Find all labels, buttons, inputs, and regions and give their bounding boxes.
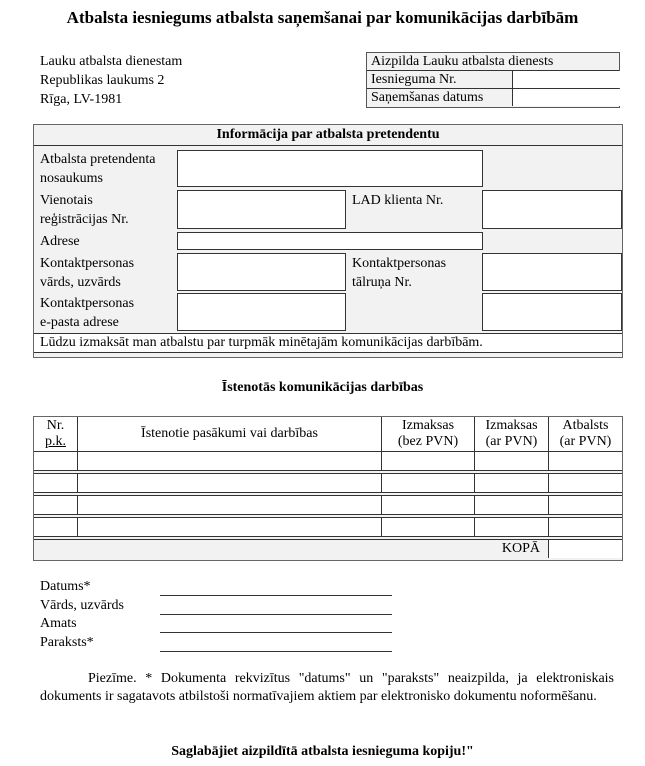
applicant-name-label-1: Atbalsta pretendenta	[40, 152, 156, 167]
contact-name-label-1: Kontaktpersonas	[40, 256, 135, 271]
cell-activity[interactable]	[78, 452, 382, 470]
col-header-cost-incl-vat-line2: (ar PVN)	[485, 434, 538, 449]
applicant-name-label-2: nosaukums	[40, 171, 103, 186]
received-date-label: Saņemšanas datums	[371, 90, 484, 105]
cell-cost-excl-vat[interactable]	[382, 474, 475, 492]
col-header-cost-incl-vat-line1: Izmaksas	[485, 418, 538, 433]
table-header-row	[34, 417, 622, 451]
cell-activity[interactable]	[78, 496, 382, 514]
position-label: Amats	[40, 616, 77, 631]
cell-cost-excl-vat[interactable]	[382, 518, 475, 536]
signature-input-line[interactable]	[160, 651, 392, 652]
col-header-support-incl-vat	[549, 417, 622, 451]
contact-phone-field[interactable]	[482, 253, 622, 291]
cell-support[interactable]	[549, 452, 622, 470]
activities-table	[33, 416, 623, 561]
signature-label: Paraksts*	[40, 635, 94, 650]
col-header-support-line1: Atbalsts	[562, 418, 609, 433]
recipient-line-1: Lauku atbalsta dienestam	[40, 54, 183, 69]
lad-box-header	[367, 53, 619, 71]
col-header-no-line1: Nr.	[46, 418, 65, 433]
note-text: Piezīme. * Dokumenta rekvizītus "datums" un "paraksts" neaizpilda, ja elektroniskais dokuments ir sagatavots atbilstoši normatīvajiem aktiem par elektronisko dokumentu noformēšanu.	[40, 671, 614, 704]
page-title: Atbalsta iesniegums atbalsta saņemšanai par komunikācijas darbībām	[66, 8, 579, 27]
contact-email-label-2: e-pasta adrese	[40, 315, 119, 330]
reg-no-label-1: Vienotais	[40, 193, 93, 208]
table-row	[34, 474, 622, 492]
position-input-line[interactable]	[160, 632, 392, 633]
col-header-activities	[78, 417, 382, 451]
table-row	[34, 496, 622, 514]
cell-cost-incl-vat[interactable]	[475, 474, 549, 492]
table-total-row	[34, 540, 622, 558]
activities-heading: Īstenotās komunikācijas darbības	[221, 380, 424, 395]
application-no-field[interactable]	[512, 71, 620, 88]
footer-reminder: Saglabājiet aizpildītā atbalsta iesnieguma kopiju!"	[171, 744, 474, 759]
cell-activity[interactable]	[78, 474, 382, 492]
contact-phone-label-1: Kontaktpersonas	[352, 256, 447, 271]
cell-cost-incl-vat[interactable]	[475, 496, 549, 514]
date-input-line[interactable]	[160, 595, 392, 596]
cell-cost-incl-vat[interactable]	[475, 452, 549, 470]
received-date-field[interactable]	[512, 89, 620, 106]
cell-cost-excl-vat[interactable]	[382, 496, 475, 514]
col-header-cost-incl-vat	[475, 417, 549, 451]
reg-no-field[interactable]	[177, 190, 346, 229]
col-header-no-line2: p.k.	[45, 434, 66, 449]
lad-box-header-label: Aizpilda Lauku atbalsta dienests	[371, 54, 554, 69]
contact-name-field[interactable]	[177, 253, 346, 291]
cell-no[interactable]	[34, 474, 78, 492]
applicant-name-field[interactable]	[177, 150, 483, 187]
contact-name-label-2: vārds, uzvārds	[40, 275, 121, 290]
col-header-cost-excl-vat	[382, 417, 475, 451]
cell-cost-excl-vat[interactable]	[382, 452, 475, 470]
total-value-field[interactable]	[549, 540, 622, 558]
col-header-no	[34, 417, 78, 451]
reg-no-label-2: reģistrācijas Nr.	[40, 212, 129, 227]
cell-no[interactable]	[34, 452, 78, 470]
applicant-info-panel	[33, 124, 623, 358]
lad-client-no-label: LAD klienta Nr.	[352, 193, 444, 208]
lad-office-box	[366, 52, 620, 108]
date-label: Datums*	[40, 579, 91, 594]
payment-request-text: Lūdzu izmaksāt man atbalstu par turpmāk minētajām komunikācijas darbībām.	[40, 335, 483, 350]
contact-email-label-1: Kontaktpersonas	[40, 296, 135, 311]
lad-box-row-received-date	[367, 89, 619, 106]
table-row	[34, 518, 622, 536]
lad-client-no-field[interactable]	[482, 190, 622, 229]
recipient-line-2: Republikas laukums 2	[40, 73, 165, 88]
cell-support[interactable]	[549, 518, 622, 536]
lad-box-row-application-no	[367, 71, 619, 89]
contact-phone-label-2: tālruņa Nr.	[352, 275, 412, 290]
applicant-info-heading: Informācija par atbalsta pretendentu	[34, 125, 622, 146]
col-header-cost-excl-vat-line2: (bez PVN)	[397, 434, 459, 449]
cell-activity[interactable]	[78, 518, 382, 536]
cell-cost-incl-vat[interactable]	[475, 518, 549, 536]
name-input-line[interactable]	[160, 614, 392, 615]
cell-no[interactable]	[34, 518, 78, 536]
cell-support[interactable]	[549, 474, 622, 492]
cell-support[interactable]	[549, 496, 622, 514]
extra-field[interactable]	[482, 293, 622, 331]
name-label: Vārds, uzvārds	[40, 598, 124, 613]
cell-no[interactable]	[34, 496, 78, 514]
col-header-support-line2: (ar PVN)	[559, 434, 612, 449]
contact-email-field[interactable]	[177, 293, 346, 331]
col-header-cost-excl-vat-line1: Izmaksas	[401, 418, 455, 433]
recipient-line-3: Rīga, LV-1981	[40, 92, 123, 107]
table-row	[34, 452, 622, 470]
total-label: KOPĀ	[34, 540, 549, 558]
address-field[interactable]	[177, 232, 483, 250]
payment-request-statement	[34, 333, 622, 353]
application-no-label: Iesnieguma Nr.	[371, 72, 457, 87]
col-header-activities-label: Īstenotie pasākumi vai darbības	[141, 426, 318, 441]
address-label: Adrese	[40, 234, 80, 249]
